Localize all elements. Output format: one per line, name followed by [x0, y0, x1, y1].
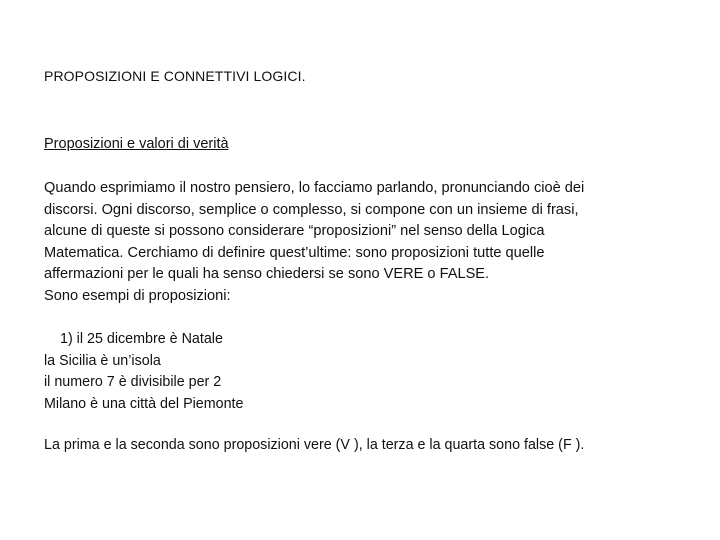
- list-item: Milano è una città del Piemonte: [44, 395, 244, 412]
- paragraph-line: affermazioni per le quali ha senso chiedersi se sono VERE o FALSE.: [44, 266, 490, 282]
- paragraph-line: Quando esprimiamo il nostro pensiero, lo facciamo parlando, pronunciando cioè dei: [44, 180, 585, 196]
- intro-paragraph: [44, 178, 684, 307]
- section-heading: Proposizioni e valori di verità: [44, 136, 229, 152]
- paragraph-line: Sono esempi di proposizioni:: [44, 287, 231, 304]
- paragraph-line: Matematica. Cerchiamo di definire quest’ultime: sono proposizioni tutte quelle: [44, 244, 545, 261]
- page-title: PROPOSIZIONI E CONNETTIVI LOGICI.: [44, 68, 306, 84]
- examples-list: [44, 329, 684, 415]
- paragraph-line: alcune di queste si possono considerare “proposizioni” nel senso della Logica: [44, 223, 545, 239]
- list-item: 1) il 25 dicembre è Natale: [60, 331, 223, 347]
- list-item: la Sicilia è un’isola: [44, 352, 161, 369]
- paragraph-line: discorsi. Ogni discorso, semplice o complesso, si compone con un insieme di frasi,: [44, 201, 579, 218]
- conclusion-text: La prima e la seconda sono proposizioni vere (V ), la terza e la quarta sono false (F ).: [44, 437, 585, 453]
- list-item: il numero 7 è divisibile per 2: [44, 374, 222, 390]
